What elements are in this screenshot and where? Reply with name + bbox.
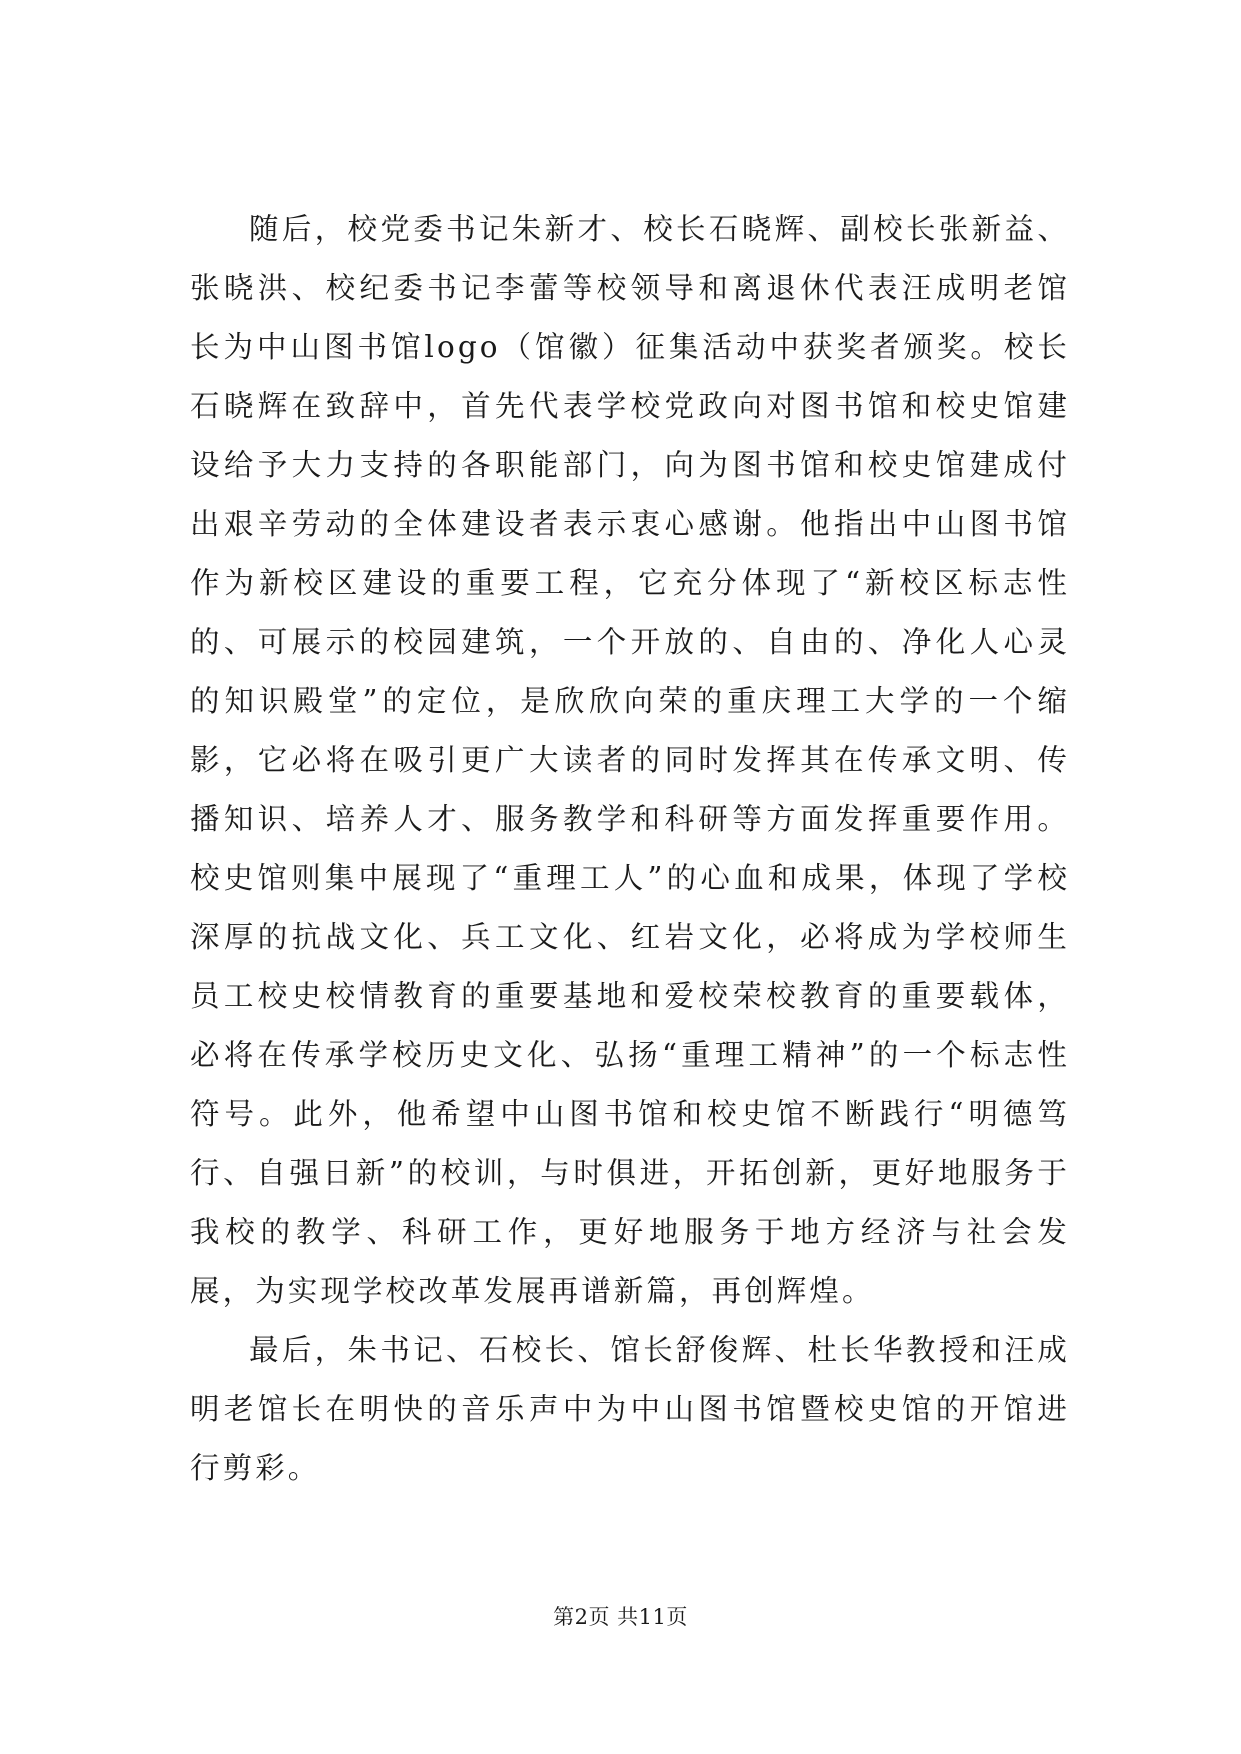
page-number-footer: 第2页 共11页: [553, 1605, 688, 1629]
document-body: [190, 200, 1070, 1498]
paragraph-ribbon-cutting: 最后，朱书记、石校长、馆长舒俊辉、杜长华教授和汪成明老馆长在明快的音乐声中为中山图书馆暨校史馆的开馆进行剪彩。: [190, 1333, 1070, 1485]
paragraph-award-speech: 随后，校党委书记朱新才、校长石晓辉、副校长张新益、张晓洪、校纪委书记李蕾等校领导和离退休代表汪成明老馆长为中山图书馆logo（馆徽）征集活动中获奖者颁奖。校长石晓辉在致辞中，首先代表学校党政向对图书馆和校史馆建设给予大力支持的各职能部门，向为图书馆和校史馆建成付出艰辛劳动的全体建设者表示衷心感谢。他指出中山图书馆作为新校区建设的重要工程，它充分体现了“新校区标志性的、可展示的校园建筑，一个开放的、自由的、净化人心灵的知识殿堂”的定位，是欣欣向荣的重庆理工大学的一个缩影，它必将在吸引更广大读者的同时发挥其在传承文明、传播知识、培养人才、服务教学和科研等方面发挥重要作用。校史馆则集中展现了“重理工人”的心血和成果，体现了学校深厚的抗战文化、兵工文化、红岩文化，必将成为学校师生员工校史校情教育的重要基地和爱校荣校教育的重要载体，必将在传承学校历史文化、弘扬“重理工精神”的一个标志性符号。此外，他希望中山图书馆和校史馆不断践行“明德笃行、自强日新”的校训，与时俱进，开拓创新，更好地服务于我校的教学、科研工作，更好地服务于地方经济与社会发展，为实现学校改革发展再谱新篇，再创辉煌。: [190, 212, 1070, 1308]
